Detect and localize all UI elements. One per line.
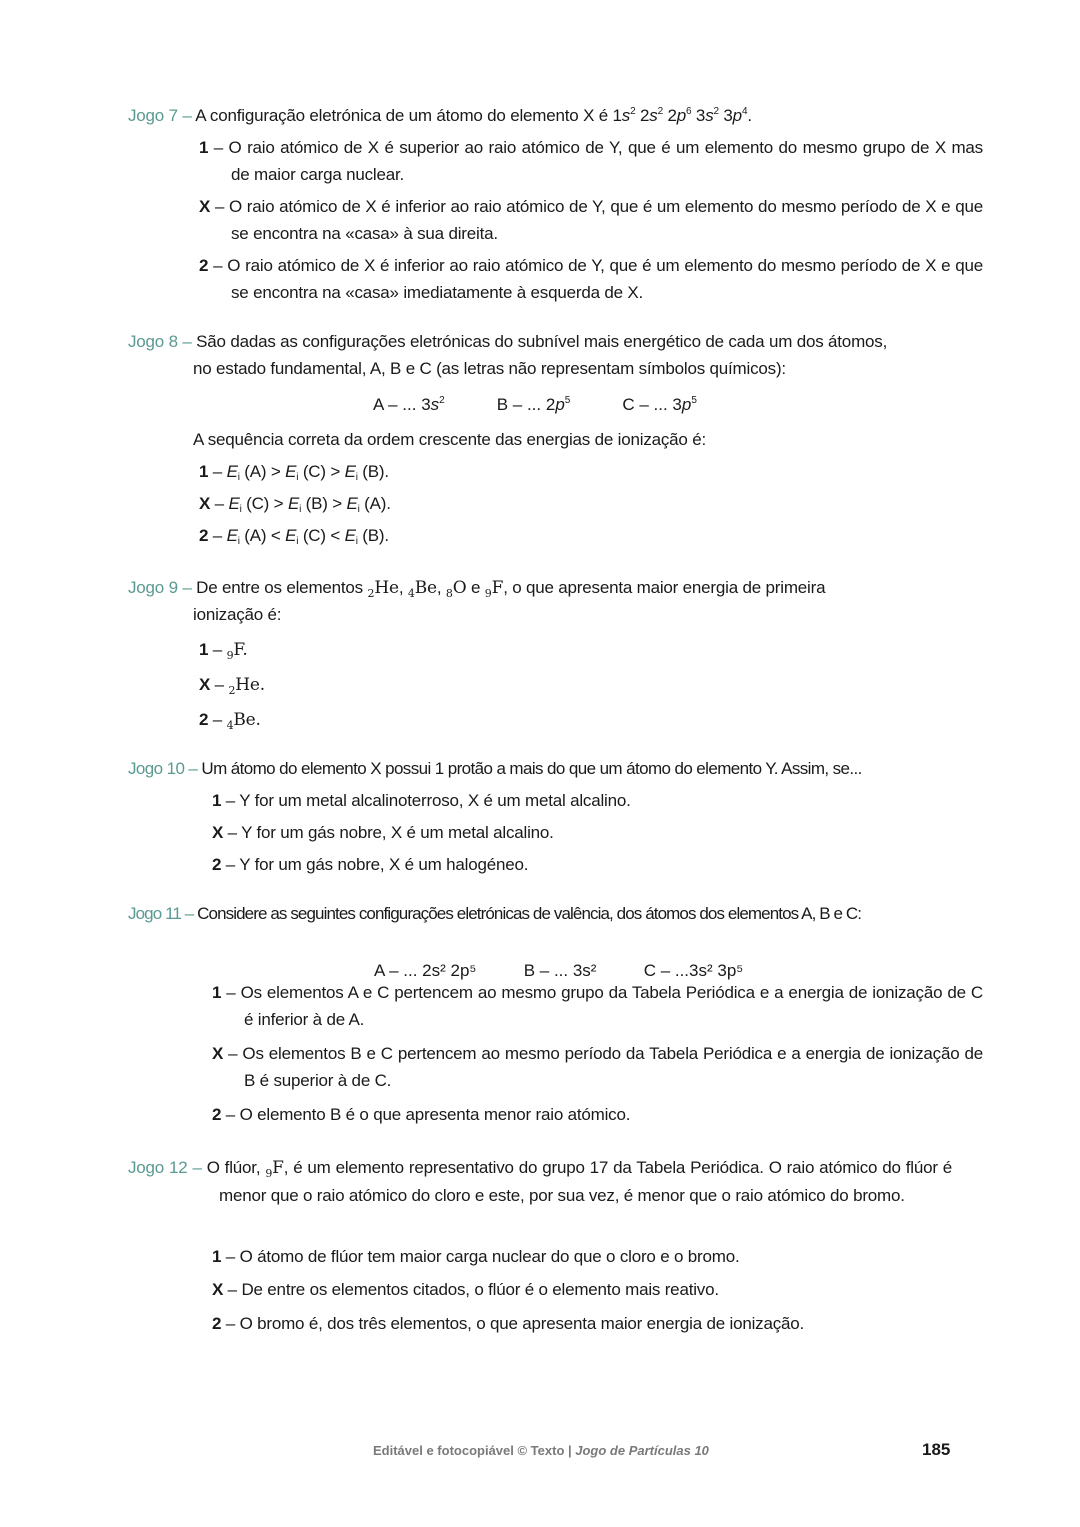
jogo-8-option-2: 2 – Ei (A) < Ei (C) < Ei (B). [199, 526, 389, 547]
element-symbol: F [491, 578, 504, 598]
jogo-9-option-2: 2 – $_4$Be. [199, 710, 261, 732]
jogo-9-statement: Jogo 9 – De entre os elementos $_2$He, $_4$Be, $_8$O e $_9$F, o que apresenta maior energia de primeira [128, 578, 826, 600]
config-c: C – ...3s² 3p⁵ [643, 961, 744, 980]
jogo-8-statement: Jogo 8 – São dadas as configurações eletrónicas do subnível mais energético de cada um dos átomos, [128, 332, 888, 351]
element-symbol: He [374, 578, 399, 598]
jogo-8-configurations [373, 395, 697, 415]
jogo-8-option-1: 1 – Ei (A) > Ei (C) > Ei (B). [199, 462, 389, 483]
jogo-7-label: Jogo 7 – [128, 106, 192, 125]
jogo-12-statement: Jogo 12 – O flúor, $_9$F, é um elemento representativo do grupo 17 da Tabela Periódica. O raio atómico do flúor é menor que o raio atómico do cloro e este, por sua vez, é menor que o raio atómico do bromo. [128, 1158, 953, 1205]
element-symbol: Be [414, 578, 437, 598]
footer-book-title: Jogo de Partículas 10 [575, 1443, 709, 1458]
option-key: X [199, 675, 211, 694]
jogo-12-option-x: X – De entre os elementos citados, o flúor é o elemento mais reativo. [212, 1280, 719, 1299]
jogo-9-elements: $_2$He, $_4$Be, $_8$O e $_9$F [367, 578, 504, 600]
option-key: 1 [199, 640, 209, 659]
jogo-7-text: A configuração eletrónica de um átomo do elemento X é [191, 106, 613, 125]
element-symbol: O [452, 578, 467, 598]
option-key: X [199, 494, 211, 513]
jogo-7-option-1: 1 – O raio atómico de X é superior ao raio atómico de Y, que é um elemento do mesmo grupo de X mas de maior carga nuclear. [199, 138, 983, 184]
jogo-9-statement-cont: ionização é: [193, 605, 282, 624]
jogo-11-option-2: 2 – O elemento B é o que apresenta menor raio atómico. [212, 1105, 631, 1124]
config-a: A – ... 2s² 2p⁵ [373, 961, 477, 980]
jogo-10-option-1: 1 – Y for um metal alcalinoterroso, X é um metal alcalino. [212, 791, 631, 810]
jogo-10-label: Jogo 10 – [128, 759, 198, 778]
jogo-9-option-x: X – $_2$He. [199, 675, 265, 697]
config-item: A – ... $3s^2$ [373, 395, 445, 414]
jogo-7-option-x: X – O raio atómico de X é inferior ao raio atómico de Y, que é um elemento do mesmo período de X e que se encontra na «casa» à sua direita. [199, 197, 983, 243]
page-footer [373, 1443, 709, 1458]
jogo-12-option-2: 2 – O bromo é, dos três elementos, o que apresenta maior energia de ionização. [212, 1314, 805, 1333]
jogo-9-label: Jogo 9 – [128, 578, 192, 597]
jogo-8-label: Jogo 8 – [128, 332, 192, 351]
jogo-8-statement-cont: no estado fundamental, A, B e C (as letras não representam símbolos químicos): [193, 359, 786, 378]
jogo-9-option-1: 1 – $_9$F. [199, 640, 248, 662]
jogo-12-label: Jogo 12 – [128, 1158, 202, 1177]
jogo-7-statement: Jogo 7 – A configuração eletrónica de um átomo do elemento X é $1s^2$ $2s^2$ $2p^6$ $3s^2$ $3p^4$. [128, 106, 752, 125]
jogo-8-question: A sequência correta da ordem crescente das energias de ionização é: [193, 430, 706, 449]
jogo-11-statement: Jogo 11 – Considere as seguintes configurações eletrónicas de valência, dos átomos dos elementos A, B e C: [128, 904, 862, 923]
jogo-10-statement: Jogo 10 – Um átomo do elemento X possui 1 protão a mais do que um átomo do elemento Y. Assim, se... [128, 759, 862, 778]
jogo-7-configuration: $1s^2$ $2s^2$ $2p^6$ $3s^2$ $3p^4$ [612, 106, 748, 125]
jogo-7-option-2: 2 – O raio atómico de X é inferior ao raio atómico de Y, que é um elemento do mesmo período de X e que se encontra na «casa» imediatamente à esquerda de X. [199, 256, 983, 302]
option-key: 1 [199, 462, 209, 481]
footer-copyright: Editável e fotocopiável © Texto | [373, 1443, 576, 1458]
config-b: B – ... 3s² [523, 961, 597, 980]
element-symbol: F. [233, 640, 248, 660]
jogo-12-option-1: 1 – O átomo de flúor tem maior carga nuclear do que o cloro e o bromo. [212, 1247, 740, 1266]
config-item: C – ... $3p^5$ [622, 395, 697, 414]
jogo-11-option-x: X – Os elementos B e C pertencem ao mesmo período da Tabela Periódica e a energia de ionização de B é superior à de C. [212, 1044, 984, 1090]
jogo-10-option-x: X – Y for um gás nobre, X é um metal alcalino. [212, 823, 554, 842]
element-symbol: Be. [233, 710, 261, 730]
jogo-11-option-1: 1 – Os elementos A e C pertencem ao mesmo grupo da Tabela Periódica e a energia de ionização de C é inferior à de A. [212, 983, 983, 1029]
config-item: B – ... $2p^5$ [496, 395, 571, 414]
page-number: 185 [922, 1440, 951, 1459]
element-symbol: He. [235, 675, 265, 695]
jogo-8-option-x: X – Ei (C) > Ei (B) > Ei (A). [199, 494, 391, 515]
option-key: 2 [199, 710, 209, 729]
jogo-11-label: Jogo 11 – [128, 904, 194, 923]
option-key: 2 [199, 526, 209, 545]
jogo-10-option-2: 2 – Y for um gás nobre, X é um halogéneo. [212, 855, 529, 874]
